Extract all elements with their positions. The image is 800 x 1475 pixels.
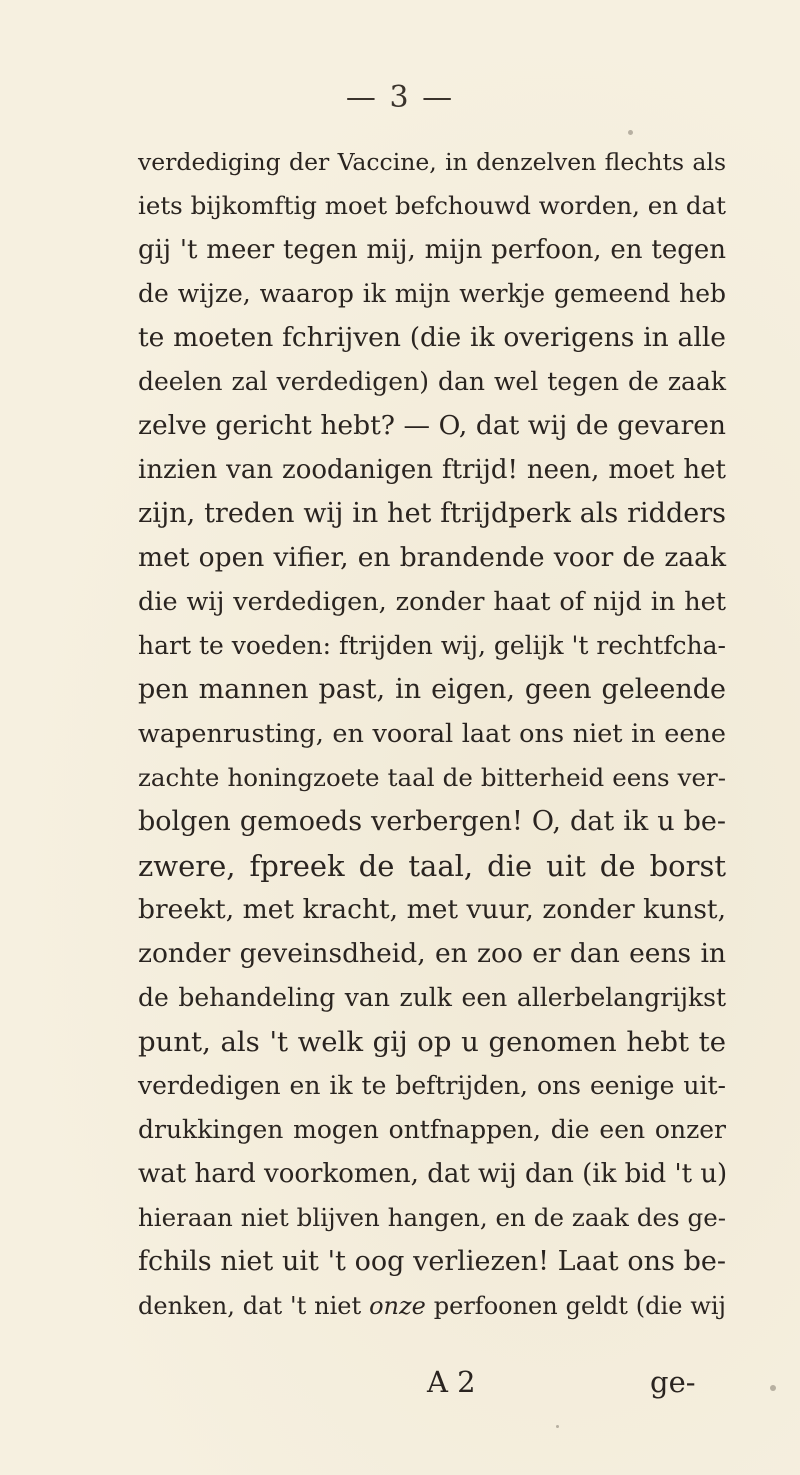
- text-line-11: die wij verdedigen, zonder haat of nijd in het: [138, 587, 726, 617]
- emphasized-word: onze: [369, 1292, 426, 1320]
- text-line-27: [138, 1284, 726, 1328]
- text-line-23: drukkingen mogen ontfnappen, die een onzer: [138, 1115, 726, 1144]
- text-line-13: pen mannen past, in eigen, geen geleende: [138, 674, 726, 705]
- text-line-17: zwere, fpreek de taal, die uit de borst: [138, 849, 726, 883]
- text-line-19: zonder geveinsdheid, en zoo er dan eens in: [138, 938, 726, 969]
- text-line-15: zachte honingzoete taal de bitterheid eens ver-: [138, 763, 726, 792]
- text-line-4: de wijze, waarop ik mijn werkje gemeend heb: [138, 279, 726, 308]
- text-line-1: verdediging der Vaccine, in denzelven flechts als: [138, 148, 726, 176]
- text-line-3: gij 't meer tegen mij, mijn perfoon, en tegen: [138, 235, 726, 265]
- text-line-8: inzien van zoodanigen ftrijd! neen, moet het: [138, 455, 726, 485]
- text-line-16: bolgen gemoeds verbergen! O, dat ik u be-: [138, 806, 726, 837]
- text-line-9: zijn, treden wij in het ftrijdperk als ridders: [138, 498, 726, 529]
- text-line-6: deelen zal verdedigen) dan wel tegen de zaak: [138, 367, 726, 396]
- catchword: ge-: [650, 1365, 696, 1399]
- text-line-22: verdedigen en ik te beftrijden, ons eenige uit-: [138, 1071, 726, 1100]
- text-line-25: hieraan niet blijven hangen, en de zaak des ge-: [138, 1203, 726, 1232]
- text-line-27-end: perfoonen geldt (die wij: [433, 1292, 726, 1320]
- text-line-20: de behandeling van zulk een allerbelangrijkst: [138, 983, 726, 1012]
- text-line-24: wat hard voorkomen, dat wij dan (ik bid 't u): [138, 1159, 728, 1189]
- page-footer: [0, 1360, 800, 1404]
- text-line-27-start: denken, dat 't niet: [138, 1292, 362, 1320]
- text-line-26: fchils niet uit 't oog verliezen! Laat ons be-: [138, 1246, 726, 1277]
- text-line-7: zelve gericht hebt? — O, dat wij de gevaren: [138, 410, 726, 441]
- text-line-14: wapenrusting, en vooral laat ons niet in eene: [138, 719, 726, 749]
- page-number: — 3 —: [345, 80, 455, 115]
- printer-signature-mark: A 2: [427, 1365, 476, 1399]
- text-line-2: iets bijkomftig moet befchouwd worden, en dat: [138, 191, 726, 220]
- paper-speck: [556, 1425, 559, 1428]
- text-line-18: breekt, met kracht, met vuur, zonder kunst,: [138, 894, 726, 925]
- paper-speck: [628, 130, 633, 135]
- text-line-5: te moeten fchrijven (die ik overigens in alle: [138, 322, 726, 353]
- text-line-12: hart te voeden: ftrijden wij, gelijk 't rechtfcha-: [138, 631, 726, 660]
- text-line-10: met open vifier, en brandende voor de zaak: [138, 542, 726, 573]
- paper-speck: [770, 1385, 776, 1391]
- text-line-21: punt, als 't welk gij op u genomen hebt te: [138, 1026, 726, 1058]
